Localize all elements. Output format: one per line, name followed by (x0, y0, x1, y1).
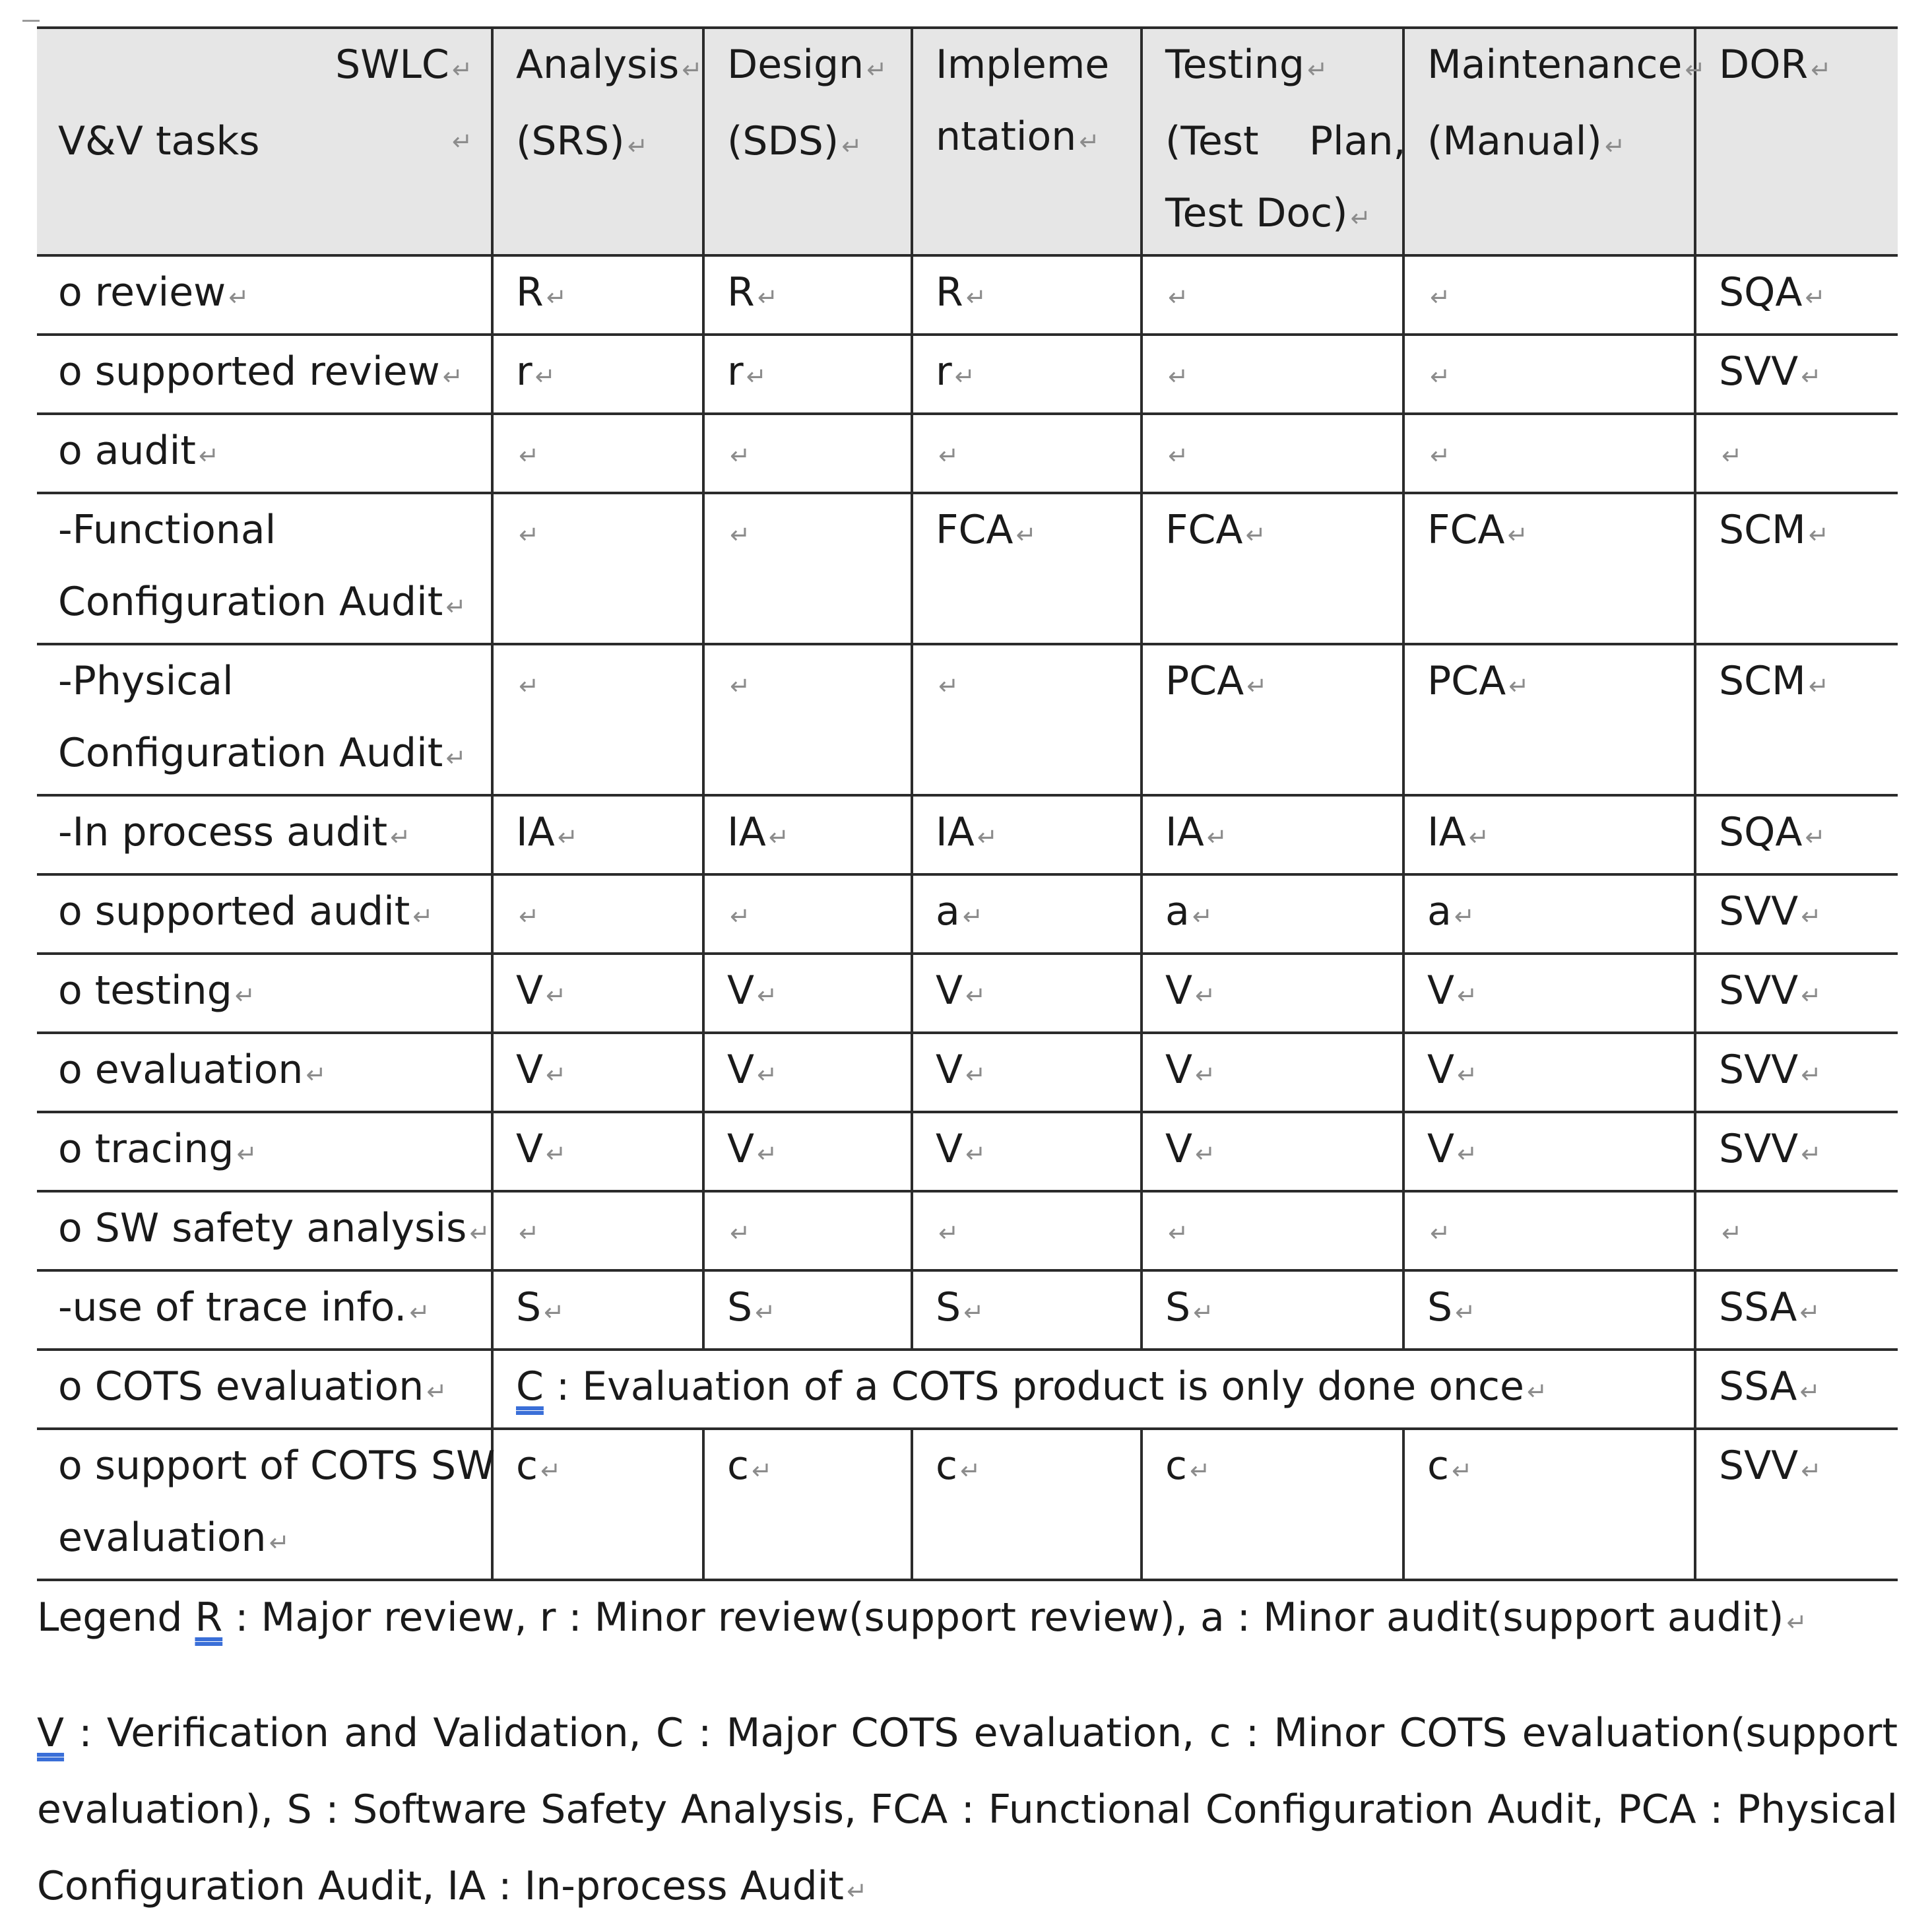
phase-cell: S ↵ (703, 1270, 912, 1350)
task-cell: o supported review ↵ (37, 335, 492, 414)
task-cell: o review ↵ (37, 255, 492, 335)
phase-cell: ↵ (1403, 1191, 1695, 1270)
phase-cell: V ↵ (492, 1112, 703, 1191)
phase-cell: c ↵ (703, 1429, 912, 1580)
phase-cell: IA ↵ (912, 795, 1142, 874)
table-row (37, 1033, 1898, 1112)
table-row (37, 1350, 1898, 1429)
phase-cell: V ↵ (912, 1112, 1142, 1191)
phase-cell: c ↵ (1142, 1429, 1403, 1580)
phase-cell: ↵ (912, 414, 1142, 493)
phase-cell: IA ↵ (703, 795, 912, 874)
legend-key-r: R (195, 1594, 223, 1641)
table-body (37, 255, 1898, 1580)
phase-cell: ↵ (1142, 414, 1403, 493)
task-cell: o support of COTS SW evaluation ↵ (37, 1429, 492, 1580)
phase-cell: ↵ (703, 874, 912, 954)
phase-cell: ↵ (1403, 335, 1695, 414)
phase-cell: FCA ↵ (912, 493, 1142, 644)
phase-cell: V ↵ (492, 954, 703, 1033)
phase-cell: ↵ (492, 414, 703, 493)
legend-line-2: V : Verification and Validation, C : Major COTS evaluation, c : Minor COTS evaluation(support evaluation), S : Software Safety Analysis, FCA : Functional Configuration Audit, PCA : Physical Configuration Audit, IA : In-process Audit ↵ (37, 1710, 1898, 1909)
table-row (37, 1191, 1898, 1270)
phase-cell: ↵ (912, 644, 1142, 795)
header-swlc-label: SWLC (335, 42, 449, 88)
task-cell: -Physical Configuration Audit ↵ (37, 644, 492, 795)
phase-cell: R ↵ (703, 255, 912, 335)
phase-cell: PCA ↵ (1403, 644, 1695, 795)
task-cell: o COTS evaluation ↵ (37, 1350, 492, 1429)
phase-cell: c ↵ (492, 1429, 703, 1580)
phase-cell: V ↵ (1403, 1033, 1695, 1112)
phase-cell: ↵ (703, 1191, 912, 1270)
phase-cell: ↵ (1142, 1191, 1403, 1270)
table-row (37, 644, 1898, 795)
phase-cell: R ↵ (912, 255, 1142, 335)
dor-cell: SVV ↵ (1695, 335, 1898, 414)
dor-cell: SVV ↵ (1695, 874, 1898, 954)
phase-cell: a ↵ (1142, 874, 1403, 954)
merged-phase-cell: C : Evaluation of a COTS product is only done once ↵ (492, 1350, 1695, 1429)
phase-cell: S ↵ (1142, 1270, 1403, 1350)
phase-cell: V ↵ (1142, 1112, 1403, 1191)
phase-cell: IA ↵ (1403, 795, 1695, 874)
dor-cell: SSA ↵ (1695, 1350, 1898, 1429)
dor-cell: SVV ↵ (1695, 954, 1898, 1033)
header-corner-cell: SWLC ↵ V&V tasks ↵ (37, 28, 492, 255)
dor-cell: SCM ↵ (1695, 644, 1898, 795)
header-phase-design: Design ↵ (SDS) ↵ (703, 28, 912, 255)
task-cell: o SW safety analysis ↵ (37, 1191, 492, 1270)
phase-cell: c ↵ (912, 1429, 1142, 1580)
phase-cell: V ↵ (912, 1033, 1142, 1112)
phase-cell: ↵ (1403, 255, 1695, 335)
table-row (37, 1270, 1898, 1350)
header-phase-analysis: Analysis ↵ (SRS) ↵ (492, 28, 703, 255)
phase-cell: ↵ (492, 1191, 703, 1270)
phase-cell: V ↵ (703, 1112, 912, 1191)
phase-cell: PCA ↵ (1142, 644, 1403, 795)
phase-cell: ↵ (1142, 335, 1403, 414)
table-row (37, 874, 1898, 954)
phase-cell: ↵ (1142, 255, 1403, 335)
phase-cell: a ↵ (912, 874, 1142, 954)
dor-cell: SSA ↵ (1695, 1270, 1898, 1350)
phase-cell: V ↵ (492, 1033, 703, 1112)
header-dor: DOR ↵ (1695, 28, 1898, 255)
dor-cell: SVV ↵ (1695, 1429, 1898, 1580)
table-row (37, 335, 1898, 414)
phase-cell: FCA ↵ (1403, 493, 1695, 644)
legend-key-v: V (37, 1710, 65, 1756)
phase-cell: ↵ (492, 493, 703, 644)
dor-cell: ↵ (1695, 1191, 1898, 1270)
phase-cell: S ↵ (1403, 1270, 1695, 1350)
phase-cell: S ↵ (492, 1270, 703, 1350)
phase-cell: S ↵ (912, 1270, 1142, 1350)
document-page (37, 26, 1898, 1929)
header-phase-implementation: Impleme ntation ↵ (912, 28, 1142, 255)
phase-cell: ↵ (703, 493, 912, 644)
legend (37, 1579, 1898, 1929)
dor-cell: SVV ↵ (1695, 1033, 1898, 1112)
phase-cell: ↵ (1403, 414, 1695, 493)
header-vv-tasks-label: V&V tasks (58, 118, 260, 164)
table-row (37, 255, 1898, 335)
table-row (37, 954, 1898, 1033)
phase-cell: a ↵ (1403, 874, 1695, 954)
phase-cell: ↵ (492, 644, 703, 795)
phase-cell: ↵ (492, 874, 703, 954)
phase-cell: V ↵ (1403, 1112, 1695, 1191)
phase-cell: ↵ (703, 414, 912, 493)
header-phase-testing: Testing ↵ (Test Plan, Test Doc) ↵ (1142, 28, 1403, 255)
task-cell: o testing ↵ (37, 954, 492, 1033)
dor-cell: SQA ↵ (1695, 255, 1898, 335)
table-row (37, 1112, 1898, 1191)
phase-cell: r ↵ (703, 335, 912, 414)
phase-cell: c ↵ (1403, 1429, 1695, 1580)
header-row (37, 28, 1898, 255)
table-row (37, 1429, 1898, 1580)
task-cell: -use of trace info. ↵ (37, 1270, 492, 1350)
dor-cell: ↵ (1695, 414, 1898, 493)
legend-line-1: Legend R : Major review, r : Minor review(support review), a : Minor audit(support audit) ↵ (37, 1594, 1807, 1641)
vv-task-table (37, 26, 1898, 1581)
table-row (37, 414, 1898, 493)
phase-cell: V ↵ (703, 1033, 912, 1112)
phase-cell: r ↵ (912, 335, 1142, 414)
task-cell: o tracing ↵ (37, 1112, 492, 1191)
phase-cell: V ↵ (1403, 954, 1695, 1033)
phase-cell: r ↵ (492, 335, 703, 414)
phase-cell: FCA ↵ (1142, 493, 1403, 644)
phase-cell: R ↵ (492, 255, 703, 335)
table-row (37, 493, 1898, 644)
task-cell: o supported audit ↵ (37, 874, 492, 954)
task-cell: -In process audit ↵ (37, 795, 492, 874)
task-cell: -Functional Configuration Audit ↵ (37, 493, 492, 644)
dor-cell: SCM ↵ (1695, 493, 1898, 644)
table-row (37, 795, 1898, 874)
task-cell: o evaluation ↵ (37, 1033, 492, 1112)
header-phase-maintenance: Maintenance ↵ (Manual) ↵ (1403, 28, 1695, 255)
phase-cell: ↵ (703, 644, 912, 795)
task-cell: o audit ↵ (37, 414, 492, 493)
phase-cell: IA ↵ (492, 795, 703, 874)
phase-cell: V ↵ (703, 954, 912, 1033)
anchor-mark (22, 20, 40, 22)
phase-cell: ↵ (912, 1191, 1142, 1270)
phase-cell: V ↵ (912, 954, 1142, 1033)
dor-cell: SVV ↵ (1695, 1112, 1898, 1191)
phase-cell: IA ↵ (1142, 795, 1403, 874)
phase-cell: V ↵ (1142, 954, 1403, 1033)
phase-cell: V ↵ (1142, 1033, 1403, 1112)
dor-cell: SQA ↵ (1695, 795, 1898, 874)
